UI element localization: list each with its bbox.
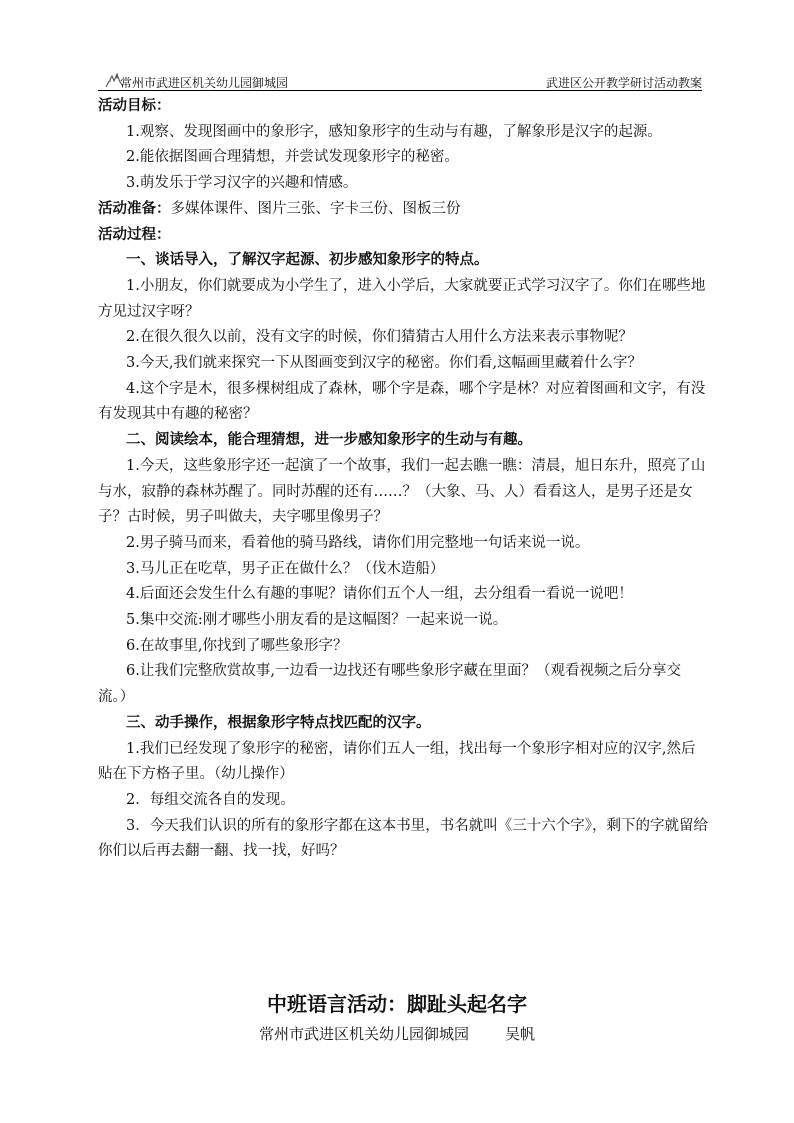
- prep-text: 多媒体课件、图片三张、字卡三份、图板三份: [170, 200, 461, 217]
- process-item: 3.马儿正在吃草，男子正在做什么？（伐木造船）: [126, 560, 445, 577]
- goal-item: 3.萌发乐于学习汉字的兴趣和情感。: [126, 175, 358, 192]
- page-header: [98, 70, 702, 91]
- prep-line: [98, 197, 708, 223]
- process-item: 1.今天，这些象形字还一起演了一个故事，我们一起去瞧一瞧：清晨，旭日东升，照亮了山与水，寂静的森林苏醒了。同时苏醒的还有……？（大象、马、人）看看这人，是男子还是女子？古时候，男子叫做夫，夫字哪里像男子？: [98, 457, 706, 526]
- process-item: 2．每组交流各自的发现。: [126, 791, 295, 808]
- next-lesson-byline: [0, 1023, 794, 1044]
- process-item: 5.集中交流:刚才哪些小朋友看的是这幅图？一起来说一说。: [126, 612, 508, 629]
- process-item: 1.我们已经发现了象形字的秘密，请你们五人一组，找出每一个象形字相对应的汉字,然后贴在下方格子里。（幼儿操作）: [98, 740, 696, 783]
- byline-school: 常州市武进区机关幼儿园御城园: [258, 1025, 469, 1043]
- process-item: 4.后面还会发生什么有趣的事呢？请你们五个人一组，去分组看一看说一说吧！: [126, 586, 633, 603]
- byline-author: 吴帆: [505, 1025, 536, 1043]
- goal-item: 1.观察、发现图画中的象形字，感知象形字的生动与有趣，了解象形是汉字的起源。: [126, 123, 662, 140]
- process-item: 6.让我们完整欣赏故事,一边看一边找还有哪些象形字藏在里面？（观看视频之后分享交流。）: [98, 663, 681, 706]
- header-event-name: 武进区公开教学研讨活动教案: [545, 76, 702, 90]
- section-heading: 二、阅读绘本，能合理猜想，进一步感知象形字的生动与有趣。: [126, 432, 532, 449]
- next-lesson-title: 中班语言活动：脚趾头起名字: [267, 992, 527, 1016]
- process-item: 1.小朋友，你们就要成为小学生了，进入小学后，大家就要正式学习汉字了。你们在哪些地方见过汉字呀？: [98, 277, 706, 320]
- section-heading: 三、动手操作，根据象形字特点找匹配的汉字。: [126, 714, 431, 731]
- process-item: 3．今天我们认识的所有的象形字都在这本书里，书名就叫《三十六个字》，剩下的字就留给你们以后再去翻一翻、找一找，好吗？: [98, 817, 708, 860]
- process-item: 3.今天,我们就来探究一下从图画变到汉字的秘密。你们看,这幅画里藏着什么字？: [126, 355, 643, 372]
- prep-label: 活动准备：: [98, 200, 171, 217]
- process-item: 2.在很久很久以前，没有文字的时候，你们猜猜古人用什么方法来表示事物呢？: [126, 329, 633, 346]
- section-heading: 一、谈话导入，了解汉字起源、初步感知象形字的特点。: [126, 252, 489, 269]
- process-item: 6.在故事里,你找到了哪些象形字？: [126, 637, 348, 654]
- process-label: 活动过程：: [98, 226, 171, 243]
- goal-item: 2.能依据图画合理猜想，并尝试发现象形字的秘密。: [126, 149, 459, 166]
- lesson-plan-body: [98, 94, 708, 865]
- process-item: 4.这个字是木，很多棵树组成了森林，哪个字是森，哪个字是林？对应着图画和文字，有没有发现其中有趣的秘密？: [98, 380, 706, 423]
- header-school-name: 常州市武进区机关幼儿园御城园: [120, 76, 289, 90]
- goals-label: 活动目标：: [98, 98, 171, 114]
- process-item: 2.男子骑马而来，看着他的骑马路线，请你们用完整地一句话来说一说。: [126, 534, 590, 551]
